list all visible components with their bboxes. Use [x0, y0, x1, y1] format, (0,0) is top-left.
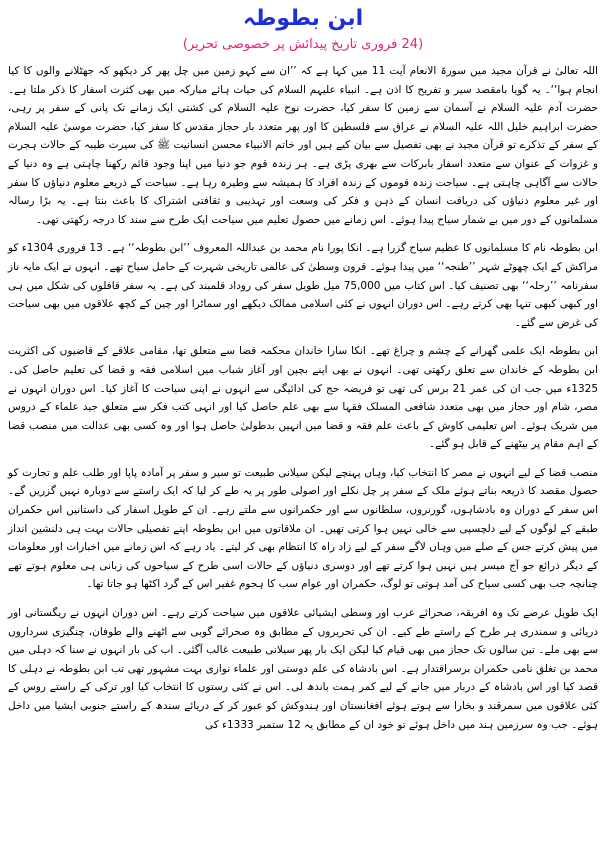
paragraph-travels-india: ایک طویل عرصے تک وہ افریقہ، صحرائے عرب اور وسطی ایشیائی علاقوں میں سیاحت کرتے رہے۔ اس دوران انہوں نے ریگستانی اور دریائی و سمندری ہر طرح کے راستے طے کیے۔ ان کی تحریروں کے مطابق وہ صحرائے گوبی سے اٹھنے والے طوفان، چنگیزی سرداروں سے بھی ملے۔ تین سالوں تک حجاز میں بھی قیام کیا لیکن ایک بار پھر سیلانی طبیعت غالب آگئی۔ اب کی بار انہوں نے سنا کہ دہلی میں محمد بن تغلق نامی حکمران برسراقتدار ہے۔ اس بادشاہ کی علم دوستی اور علماء نوازی بہت مشہور تھی تب ابن بطوطہ نے دہلی کا قصد کیا اور اس بادشاہ کے دربار میں جانے کے لیے کمر ہمت باندھ لی۔ اس نے کئی رستوں کا انتخاب کیا اور ترکی کے راستے روس کے کئی علاقوں میں سمرقند و بخارا سے ہوتے ہوئے افغانستان اور ہندوکش کو عبور کر کے دریائے سندھ کے راستے جنوبی ایشیا میں داخل ہوئے۔ جب وہ سرزمین ہند میں داخل ہوئے تو خود ان کے مطابق یہ 12 ستمبر 1333ء کی: [8, 607, 598, 731]
paragraph-biography: ابن بطوطہ نام کا مسلمانوں کا عظیم سیاح گزرا ہے۔ انکا پورا نام محمد بن عبداللہ المعروف ’’ابن بطوطہ‘‘ ہے۔ 13 فروری 1304ء کو مراکش کے ایک چھوٹے شہر ’’طنجہ‘‘ میں پیدا ہوئے۔ قرون وسطیٰ کی عالمی تاریخی شہرت کے حامل سیاح تھے۔ انہوں نے ایک مایہ ناز سفرنامہ ’’رحلہ‘‘ بھی تصنیف کیا۔ اس کتاب میں 75,000 میل طویل سفر کی روداد قلمبند کی ہے۔ یہ سفر قافلوں کی شکل میں ہی اور کبھی کبھی تنہا بھی کرتے رہے۔ اس دوران انہوں نے کئی اسلامی ممالک دیکھے اور سماٹرا اور چین کے کچھ علاقوں میں بھی سیاحت کی غرض سے گئے۔: [8, 242, 598, 329]
paragraph-journeys: منصب قضا کے لیے انہوں نے مصر کا انتخاب کیا، وہاں پہنچے لیکن سیلانی طبیعت تو سیر و سفر پر آمادہ پاپا اور طلب علم و تجارت کو حصول مقصد کا ذریعہ بناتے ہوئے ملک کے سفر پر چل نکلے اور اصولی طور پر یہ طے کر لیا کہ ایک راستے سے دوبارہ نہیں گزریں گے۔ اس سفر کے دوران وہ بادشاہوں، گورنروں، سلطانوں سے اور حکمرانوں سے ملتے رہے۔ ان کے طویل اسفار کی داستانیں اس حکمران طبقے کے لوگوں کے لیے دلچسپی سے خالی نہیں ہوا کرتی تھیں۔ ان ملاقاتوں میں ابن بطوطہ اپنے تفصیلی حالات بہت ہی دلنشین انداز میں پیش کرتے جس کے صلے میں وہاں لاگے سفر کے لیے زاد راہ کا انتظام بھی کر لیتے۔ یاد رہے کہ اس زمانے میں اخبارات اور معلومات کے دیگر ذرائع جو آج میسر ہیں نہیں ہوا کرتے تھے اور دوسری دنیاؤں کے حالات اسی طرح کے سیاحوں کی زبانی ہی معلوم ہوتے تھے چنانچہ جب بھی کسی سیاح کی آمد ہوتی تو لوگ، حکمران اور عوام سب کا ہجوم غفیر اس کے گرد اکٹھا ہو جاتا تھا۔: [8, 466, 598, 591]
paragraph-intro: اللہ تعالیٰ نے قرآن مجید میں سورۃ الانعام آیت 11 میں کہا ہے کہ ’’ان سے کہو زمین میں چل پھر کر دیکھو کہ جھٹلانے والوں کا کیا انجام ہوا‘‘۔ یہ گویا بامقصد سیر و تفریح کا اذن ہے۔ انبیاء علیہم السلام کی حیات ہائے مبارکہ میں بھی کثرت اسفار کا ذکر ملتا ہے۔ حضرت آدم علیہ السلام نے آسمان سے زمین کا سفر کیا، حضرت نوح علیہ السلام کی کشتی ایک زمانے تک پانی کے سفر پر رہی، حضرت ابراہیم خلیل اللہ علیہ السلام نے عراق سے فلسطین کا اور پھر متعدد بار حجاز مقدس کا سفر کیا، حضرت موسیٰ علیہ السلام کے سفر کے تذکرے تو قرآن مجید نے بھی تفصیل سے بیان کیے ہیں اور خاتم الانبیاء محسن انسانیت ﷺ کی سیرت طیبہ کے حالات ہجرت و غزوات کے عنوان سے متعدد اسفار بابرکات سے بھری پڑی ہے۔ ہر زندہ قوم جو دنیا میں اپنا وجود قائم رکھنا چاہتی ہے وہ دنیا کے حالات سے آگاہی چاہتی ہے۔ سیاحت زندہ قوموں کے زندہ افراد کا ہمیشہ سے وطیرہ رہا ہے۔ سیاحت کے ذریعے معلوم دنیاؤں کا سفر اور غیر معلوم دنیاؤں کی دریافت انسان کے ذہن و فکر کی وسعت اور تہذیبی و ثقافتی اشتراک کا باعث بنتا ہے۔ یہ بڑا رسالہ مسلمانوں کے دور میں بے شمار سیاح پیدا ہوئے۔ اس زمانے میں حصول تعلیم میں سیاحت ایک طرح سے سند کا درجہ رکھتی تھی۔: [8, 65, 598, 226]
article-title: ابن بطوطہ: [242, 6, 364, 31]
paragraph-education: ابن بطوطہ ایک علمی گھرانے کے چشم و چراغ تھے۔ انکا سارا خاندان محکمہ قضا سے متعلق تھا، مقامی علاقے کے قاضیوں کی اکثریت ابن بطوطہ کے خاندان سے تعلق رکھتی تھی۔ انہوں نے بھی اپنے بچپن اور آغاز شباب میں اسلامی فقہ و قضا کی تعلیم حاصل کی۔ 1325ء میں جب ان کی عمر 21 برس کی تھی تو فریضہ حج کی ادائیگی سے انہوں نے اپنی سیاحت کا آغاز کیا۔ اس دوران انہوں نے مصر، شام اور حجاز میں بھی متعدد شافعی المسلک فقہا سے بھی علم حاصل کیا اور انہی کتب فکر سے متعلق جید علماء کے دروس میں شریک ہوئے۔ اس تعلیمی کاوش کے باعث علم فقہ و قضا میں انہیں بدطولیٰ حاصل ہوا اور وہ کسی بھی عدالت میں منصب قضا کے اہم مقام پر بیٹھنے کے قابل ہو گئے۔: [8, 345, 599, 451]
article-subtitle: (24 فروری تاریخ پیدائش پر خصوصی تحریر): [182, 37, 424, 52]
